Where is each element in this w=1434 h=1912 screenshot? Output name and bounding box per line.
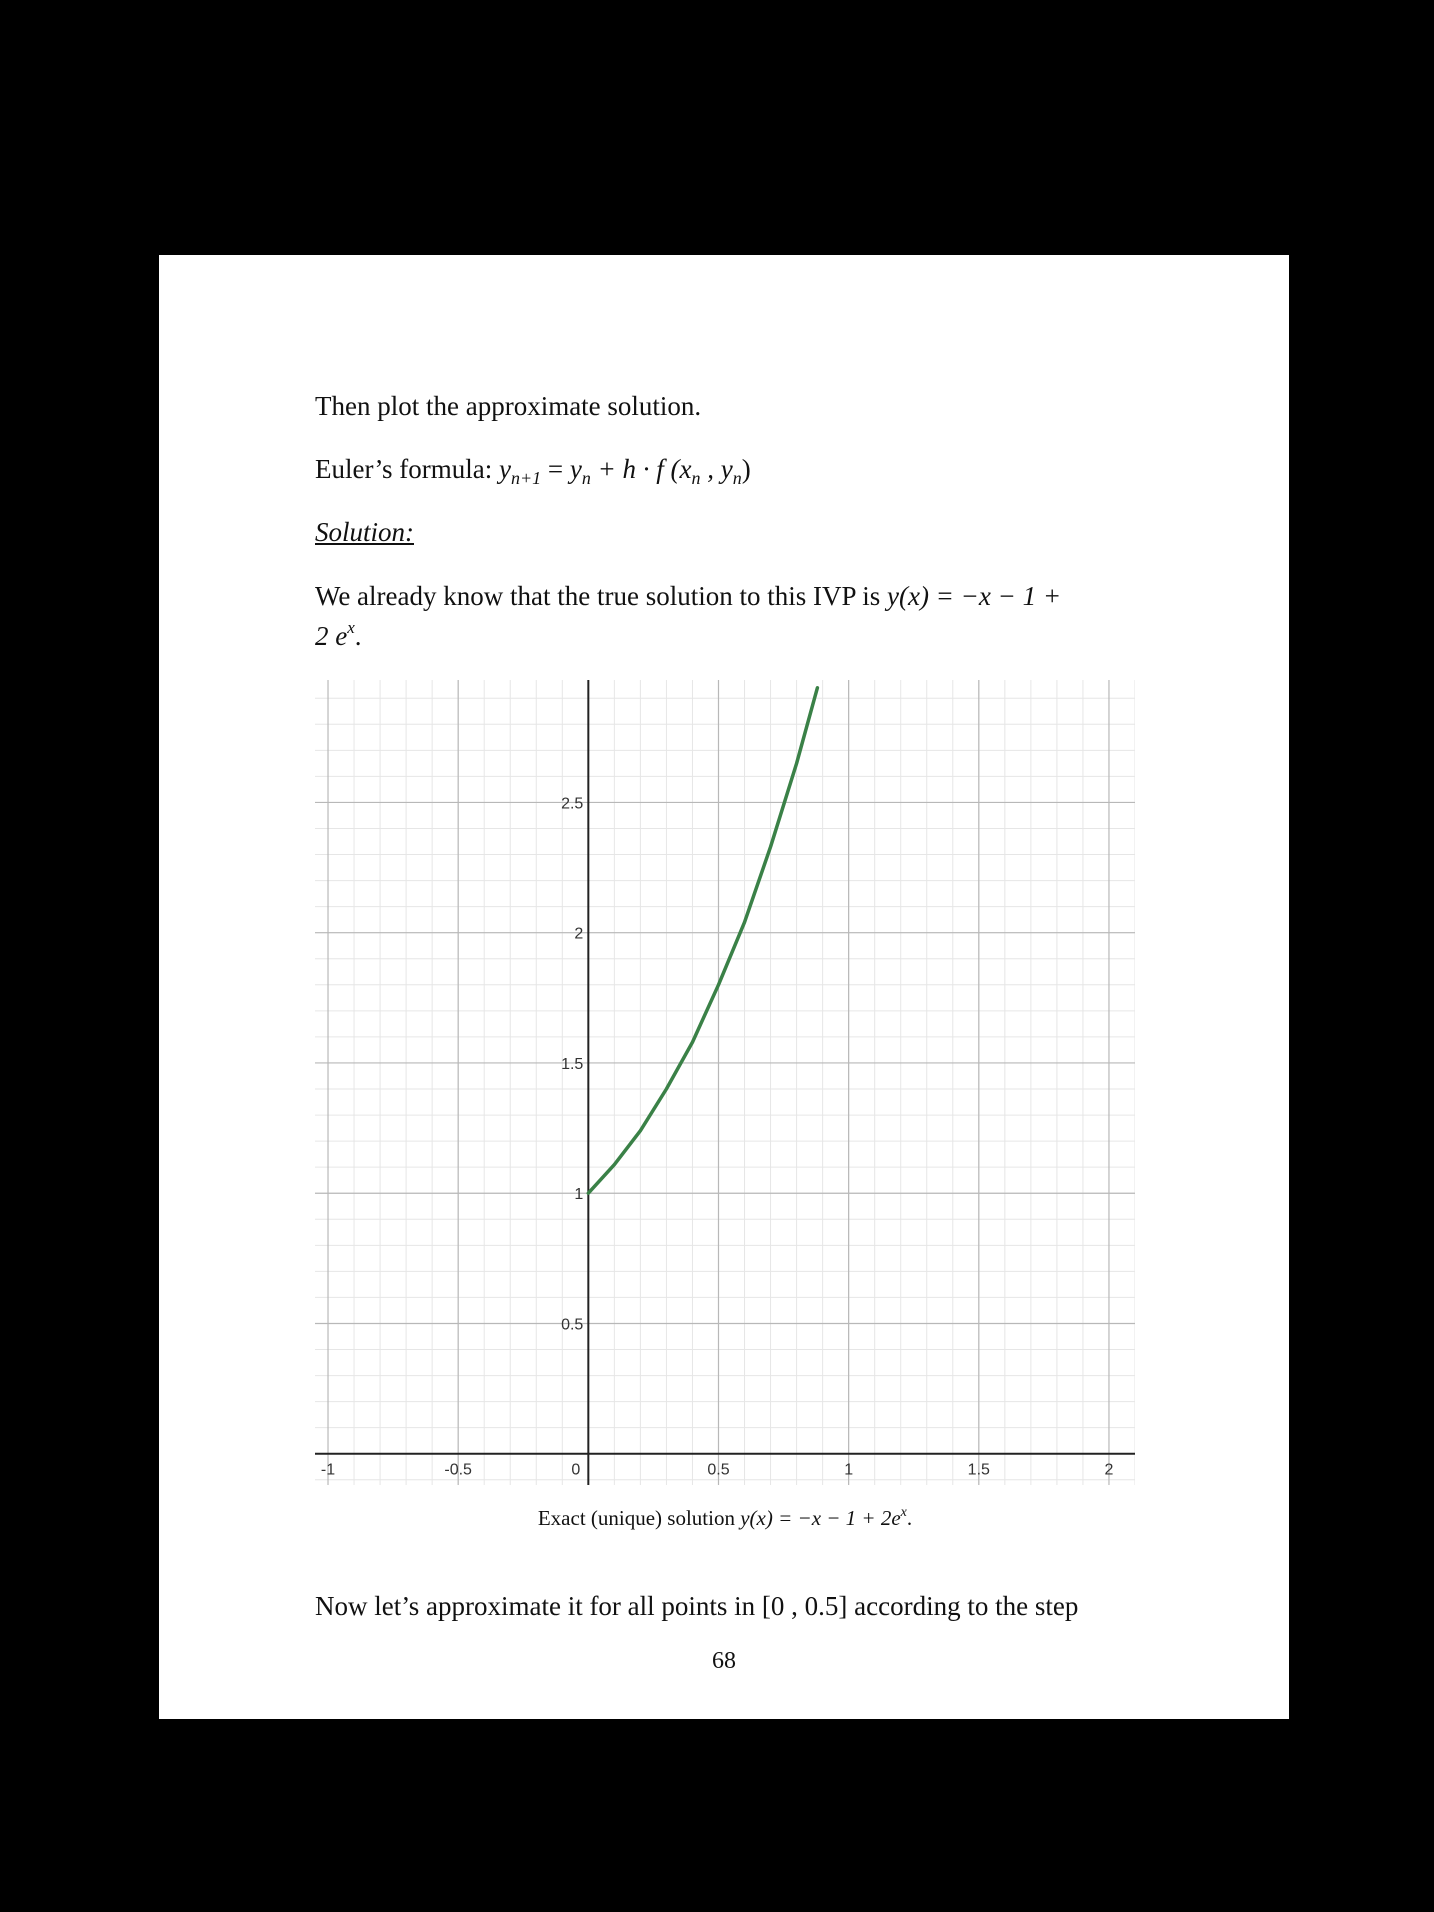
x-tick-label: 0.5	[707, 1461, 730, 1479]
document-page	[159, 255, 1289, 1719]
x-tick-label: 2	[1104, 1461, 1114, 1479]
solution-curve	[588, 688, 817, 1193]
euler-equation: $y_{n+1} = y_n + h \cdot f$ ($x_n$ , $y_n$)	[498, 454, 751, 488]
figure-caption: Exact (unique) solution $y(x) = -x - 1 + 2e^x$.	[537, 1505, 913, 1530]
x-tick-label: -0.5	[444, 1461, 472, 1479]
x-tick-label: 1.5	[967, 1461, 990, 1479]
x-tick-label: 0	[571, 1461, 581, 1479]
x-tick-label: -1	[320, 1461, 336, 1479]
y-tick-label: 2	[574, 925, 584, 943]
euler-formula: Euler’s formula: $y_{n+1} = y_n + h \cdot f$ ($x_n$ , $y_n$)	[315, 454, 751, 488]
y-tick-label: 1.5	[561, 1055, 584, 1073]
solution-graph	[315, 680, 1135, 1485]
true-solution-text: We already know that the true solution to this IVP is y(x) = −x − 1 + 2 $e^x$.	[315, 581, 1062, 651]
y-tick-label: 2.5	[561, 795, 584, 813]
continuation-text: Now let’s approximate it for all points in [0 , 0.5] according to the step	[315, 1591, 1079, 1621]
instruction-text: Then plot the approximate solution.	[315, 391, 702, 421]
y-tick-label: 0.5	[561, 1316, 584, 1334]
page-number: 68	[712, 1648, 736, 1674]
solution-heading: Solution:	[315, 517, 414, 547]
y-tick-label: 1	[574, 1186, 584, 1204]
x-tick-label: 1	[844, 1461, 854, 1479]
